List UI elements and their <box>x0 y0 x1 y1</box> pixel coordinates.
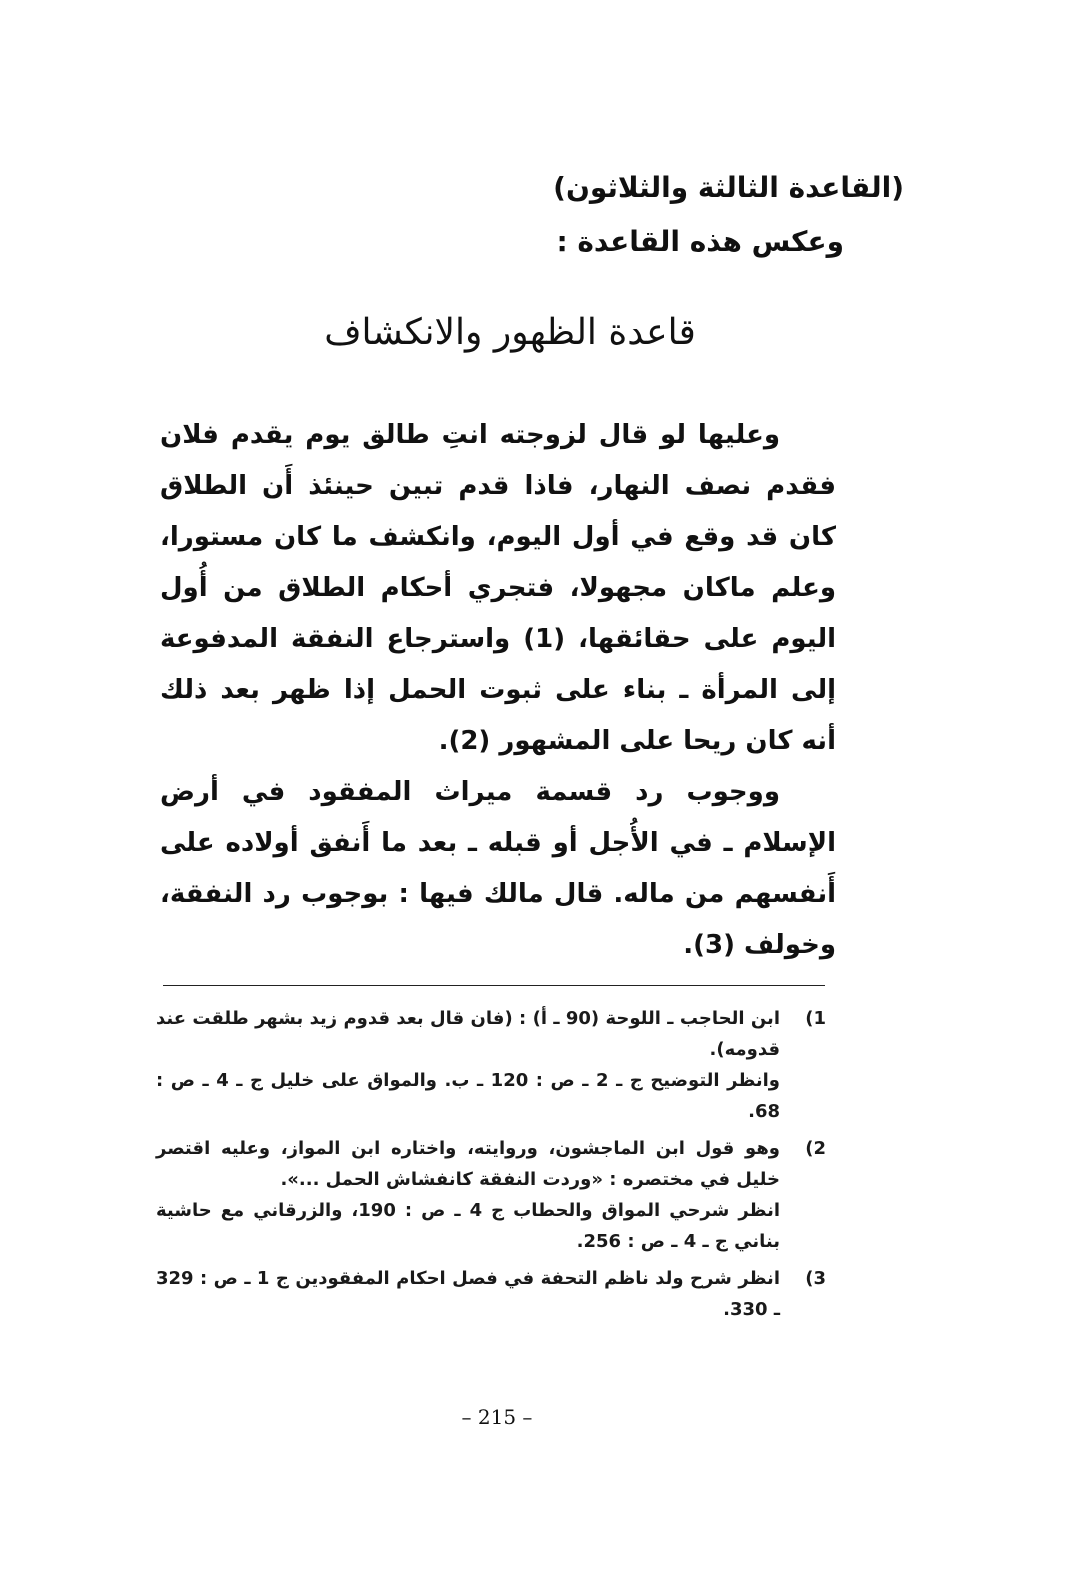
footnote-item <box>156 1263 826 1325</box>
footnote-text: ابن الحاجب ـ اللوحة (90 ـ أ) : (فان قال بعد قدوم زيد بشهر طلقت عند قدومه). <box>156 1008 780 1060</box>
body-paragraph: وعليها لو قال لزوجته انتِ طالق يوم يقدم فلان فقدم نصف النهار، فاذا قدم تبين حينئذ أَن الطلاق كان قد وقع في أول اليوم، وانكشف ما كان مستورا، وعلم ماكان مجهولا، فتجري أحكام الطلاق من أُول اليوم على حقائقها، (1) واسترجاع النفقة المدفوعة إلى المرأة ـ بناء على ثبوت الحمل إذا ظهر بعد ذلك أنه كان ريحا على المشهور (2). <box>160 420 837 756</box>
reverse-rule-intro: وعكس هذه القاعدة : <box>556 225 844 258</box>
footnotes <box>156 1003 826 1331</box>
footnote-divider <box>163 985 825 986</box>
footnote-text: انظر شرحي المواق والحطاب ج 4 ـ ص : 190، والزرقاني مع حاشية بناني ج ـ 4 ـ ص : 256. <box>156 1200 781 1252</box>
page-number: – 215 – <box>461 1405 533 1429</box>
footnote-item <box>156 1003 826 1127</box>
footnote-number: (1 <box>805 1008 826 1029</box>
footnote-item <box>156 1133 826 1257</box>
page-title: قاعدة الظهور والانكشاف <box>324 312 696 353</box>
body-text <box>160 410 836 971</box>
body-paragraph: ووجوب رد قسمة ميراث المفقود في أرض الإسلام ـ في الأُجل أو قبله ـ بعد ما أَنفق أولاده على أَنفسهم من ماله. قال مالك فيها : بوجوب رد النفقة، وخولف (3). <box>160 777 836 960</box>
footnote-number: (3 <box>805 1268 826 1289</box>
rule-number-heading: (القاعدة الثالثة والثلاثون) <box>553 171 904 204</box>
footnote-text: وهو قول ابن الماجشون، وروايته، واختاره ابن المواز، وعليه اقتصر خليل في مختصره : «وردت النفقة كانفشاش الحمل ...». <box>156 1138 780 1190</box>
footnote-text: وانظر التوضيح ج ـ 2 ـ ص : 120 ـ ب. والمواق على خليل ج ـ 4 ـ ص : 68. <box>156 1070 780 1122</box>
footnote-text: انظر شرح ولد ناظم التحفة في فصل احكام المفقودين ج 1 ـ ص : 329 ـ 330. <box>156 1268 780 1320</box>
footnote-number: (2 <box>805 1138 826 1159</box>
